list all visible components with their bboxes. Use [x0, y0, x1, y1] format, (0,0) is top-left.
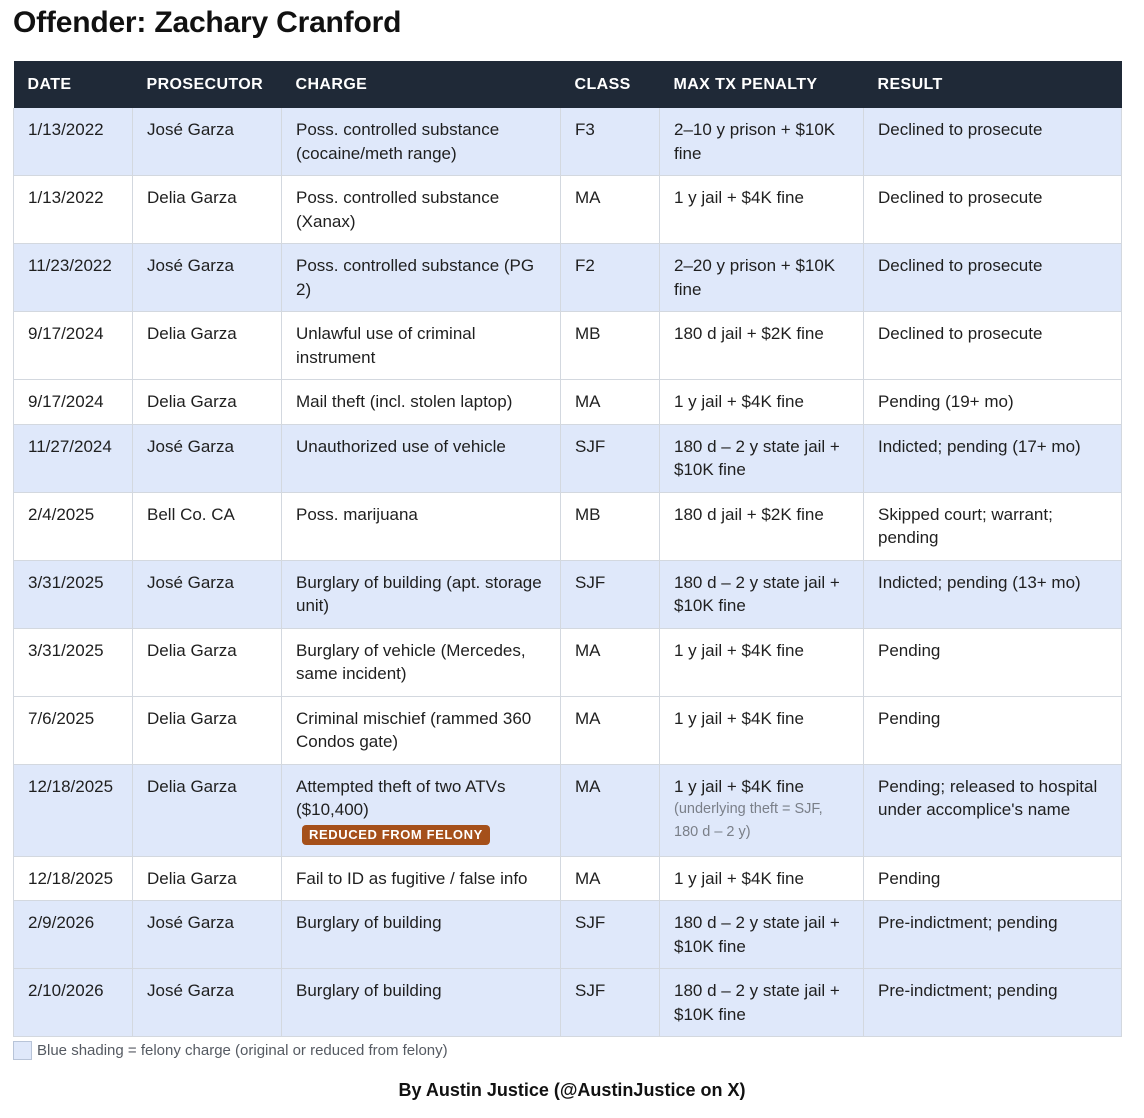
cell-class-text: F2: [575, 256, 595, 275]
cell-result: [864, 628, 1122, 696]
cell-result: [864, 312, 1122, 380]
cell-result-text: Declined to prosecute: [878, 256, 1043, 275]
cell-class-text: SJF: [575, 981, 606, 1000]
penalty-note: (underlying theft = SJF, 180 d – 2 y): [674, 801, 823, 840]
cell-prosecutor-text: Delia Garza: [147, 708, 237, 728]
cell-date: [14, 764, 133, 856]
cell-prosecutor: [133, 492, 282, 560]
cell-prosecutor-text: Delia Garza: [147, 776, 237, 796]
cell-prosecutor: [133, 424, 282, 492]
cell-penalty-text: 180 d – 2 y state jail + $10K fine: [674, 436, 840, 479]
cell-penalty: [660, 764, 864, 856]
cell-date: [14, 424, 133, 492]
cell-date: [14, 696, 133, 764]
cell-charge: [282, 901, 561, 969]
cell-prosecutor-text: Delia Garza: [147, 868, 237, 888]
cell-prosecutor: [133, 108, 282, 176]
cell-penalty-text: 180 d – 2 y state jail + $10K fine: [674, 913, 840, 956]
legend: [13, 1040, 448, 1060]
cell-penalty-text: 1 y jail + $4K fine: [674, 188, 804, 207]
cell-prosecutor: [133, 856, 282, 901]
cell-class-text: MA: [575, 708, 601, 728]
cell-prosecutor-text: Delia Garza: [147, 188, 237, 207]
cell-class: [561, 380, 660, 425]
cell-charge: [282, 492, 561, 560]
cell-penalty: [660, 696, 864, 764]
cell-result: [864, 424, 1122, 492]
cell-penalty: [660, 424, 864, 492]
cell-result: [864, 244, 1122, 312]
cell-class: [561, 901, 660, 969]
cell-charge: [282, 244, 561, 312]
cell-charge-text: Burglary of building: [296, 913, 442, 932]
cell-class: [561, 628, 660, 696]
cell-charge-text: Criminal mischief (rammed 360 Condos gate): [296, 708, 532, 751]
cell-class-text: MA: [575, 776, 601, 796]
table-row: [14, 108, 1122, 176]
cell-prosecutor-text: Delia Garza: [147, 324, 237, 343]
cell-penalty-text: 1 y jail + $4K fine: [674, 776, 804, 796]
cell-class-text: MA: [575, 188, 601, 207]
cell-date-text: 7/6/2025: [28, 708, 95, 728]
cell-class-text: SJF: [575, 913, 606, 932]
cell-charge-text: Poss. controlled substance (cocaine/meth range): [296, 120, 500, 163]
table-row: [14, 764, 1122, 856]
cell-prosecutor-text: José Garza: [147, 120, 234, 139]
table-row: [14, 856, 1122, 901]
cell-date: [14, 969, 133, 1037]
cell-date-text: 3/31/2025: [28, 640, 104, 660]
cell-prosecutor-text: José Garza: [147, 572, 234, 592]
cell-result: [864, 176, 1122, 244]
cell-date-text: 2/10/2026: [28, 981, 104, 1000]
table-row: [14, 244, 1122, 312]
cell-result-text: Indicted; pending (13+ mo): [878, 572, 1081, 592]
cell-date-text: 1/13/2022: [28, 188, 104, 207]
cell-penalty: [660, 176, 864, 244]
table-row: [14, 492, 1122, 560]
cell-date-text: 1/13/2022: [28, 120, 104, 139]
cell-prosecutor: [133, 244, 282, 312]
cell-class: [561, 560, 660, 628]
cell-class-text: MB: [575, 504, 601, 524]
cell-date-text: 12/18/2025: [28, 868, 114, 888]
cell-class: [561, 176, 660, 244]
cell-prosecutor: [133, 969, 282, 1037]
cell-charge: [282, 856, 561, 901]
cell-prosecutor: [133, 628, 282, 696]
cell-penalty-text: 2–20 y prison + $10K fine: [674, 256, 836, 299]
cell-class-text: SJF: [575, 436, 606, 456]
table-row: [14, 176, 1122, 244]
cell-charge-text: Fail to ID as fugitive / false info: [296, 868, 528, 888]
cell-date-text: 9/17/2024: [28, 392, 104, 411]
cell-charge-text: Burglary of vehicle (Mercedes, same incident): [296, 640, 526, 683]
cell-charge-text: Poss. controlled substance (Xanax): [296, 188, 500, 231]
cell-result: [864, 380, 1122, 425]
cell-class: [561, 424, 660, 492]
cell-date: [14, 380, 133, 425]
cell-charge: [282, 628, 561, 696]
cell-penalty-text: 180 d – 2 y state jail + $10K fine: [674, 981, 840, 1024]
cell-result-text: Pre-indictment; pending: [878, 913, 1058, 932]
cell-penalty-text: 2–10 y prison + $10K fine: [674, 120, 836, 163]
cell-class-text: MB: [575, 324, 601, 343]
column-header-class: CLASS: [561, 61, 660, 108]
cell-penalty: [660, 312, 864, 380]
cell-penalty: [660, 901, 864, 969]
cell-class-text: MA: [575, 868, 601, 888]
cell-charge: [282, 424, 561, 492]
cell-date-text: 12/18/2025: [28, 776, 114, 796]
cell-prosecutor: [133, 901, 282, 969]
cell-date: [14, 108, 133, 176]
cell-charge: [282, 560, 561, 628]
cell-date: [14, 492, 133, 560]
cell-charge-text: Poss. controlled substance (PG 2): [296, 256, 535, 299]
cell-class: [561, 312, 660, 380]
cell-charge-text: Attempted theft of two ATVs ($10,400): [296, 776, 506, 819]
column-header-result: RESULT: [864, 61, 1122, 108]
column-header-charge: CHARGE: [282, 61, 561, 108]
cell-class: [561, 492, 660, 560]
table-body: [14, 108, 1122, 1037]
cell-charge-text: Poss. marijuana: [296, 504, 418, 524]
cell-date-text: 11/27/2024: [28, 436, 112, 456]
cell-penalty: [660, 856, 864, 901]
cell-class: [561, 764, 660, 856]
cell-charge: [282, 176, 561, 244]
cell-date: [14, 901, 133, 969]
cell-prosecutor-text: José Garza: [147, 436, 234, 456]
cell-class: [561, 696, 660, 764]
cell-date: [14, 312, 133, 380]
column-header-penalty: MAX TX PENALTY: [660, 61, 864, 108]
cell-prosecutor: [133, 176, 282, 244]
cell-prosecutor-text: José Garza: [147, 913, 234, 932]
table-row: [14, 628, 1122, 696]
table-row: [14, 560, 1122, 628]
table-header-row: [14, 61, 1122, 108]
cell-result-text: Pending; released to hospital under accomplice's name: [878, 776, 1098, 819]
cell-date: [14, 856, 133, 901]
byline: By Austin Justice (@AustinJustice on X): [398, 1080, 746, 1100]
cell-result-text: Pre-indictment; pending: [878, 981, 1058, 1000]
table-row: [14, 380, 1122, 425]
column-header-prosecutor: PROSECUTOR: [133, 61, 282, 108]
cell-result-text: Skipped court; warrant; pending: [878, 504, 1053, 547]
cell-penalty: [660, 492, 864, 560]
cell-charge: [282, 312, 561, 380]
cell-penalty-text: 180 d jail + $2K fine: [674, 504, 824, 524]
cell-penalty: [660, 380, 864, 425]
cell-class-text: MA: [575, 640, 601, 660]
cell-class-text: MA: [575, 392, 601, 411]
cell-charge: [282, 380, 561, 425]
cell-penalty-text: 1 y jail + $4K fine: [674, 708, 804, 728]
cell-result: [864, 696, 1122, 764]
cell-date-text: 3/31/2025: [28, 572, 104, 592]
cell-prosecutor: [133, 312, 282, 380]
legend-swatch: [13, 1041, 32, 1060]
cell-result: [864, 764, 1122, 856]
cell-result-text: Pending (19+ mo): [878, 392, 1014, 411]
table-row: [14, 969, 1122, 1037]
cell-charge-text: Burglary of building: [296, 981, 442, 1000]
page-title: Offender: Zachary Cranford: [13, 6, 402, 39]
cell-result: [864, 901, 1122, 969]
cell-penalty: [660, 969, 864, 1037]
cell-class: [561, 856, 660, 901]
cell-prosecutor: [133, 696, 282, 764]
cell-date: [14, 560, 133, 628]
cell-date: [14, 244, 133, 312]
cell-prosecutor-text: José Garza: [147, 981, 234, 1000]
cell-charge: [282, 969, 561, 1037]
cell-result-text: Indicted; pending (17+ mo): [878, 436, 1081, 456]
cell-charge: [282, 696, 561, 764]
cell-charge-text: Unauthorized use of vehicle: [296, 436, 506, 456]
cell-date-text: 2/4/2025: [28, 504, 95, 524]
table-row: [14, 901, 1122, 969]
cell-penalty-text: 180 d – 2 y state jail + $10K fine: [674, 572, 840, 615]
cell-date-text: 11/23/2022: [28, 256, 112, 275]
cell-result: [864, 560, 1122, 628]
cell-class: [561, 244, 660, 312]
cell-result-text: Declined to prosecute: [878, 324, 1043, 343]
cell-date: [14, 628, 133, 696]
cell-charge: [282, 764, 561, 856]
cell-date-text: 2/9/2026: [28, 913, 95, 932]
offense-table: [13, 61, 1122, 1037]
cell-date: [14, 176, 133, 244]
cell-penalty: [660, 108, 864, 176]
cell-prosecutor: [133, 560, 282, 628]
cell-prosecutor-text: Delia Garza: [147, 392, 237, 411]
table-row: [14, 424, 1122, 492]
cell-result: [864, 108, 1122, 176]
cell-class-text: F3: [575, 120, 595, 139]
cell-penalty: [660, 560, 864, 628]
cell-prosecutor-text: Bell Co. CA: [147, 504, 235, 524]
table-row: [14, 312, 1122, 380]
cell-date-text: 9/17/2024: [28, 324, 104, 343]
cell-penalty-text: 1 y jail + $4K fine: [674, 640, 804, 660]
cell-result-text: Pending: [878, 868, 941, 888]
cell-result-text: Declined to prosecute: [878, 188, 1043, 207]
table-row: [14, 696, 1122, 764]
cell-prosecutor-text: José Garza: [147, 256, 234, 275]
column-header-date: DATE: [14, 61, 133, 108]
cell-prosecutor: [133, 764, 282, 856]
cell-result-text: Pending: [878, 640, 941, 660]
cell-penalty: [660, 244, 864, 312]
cell-result: [864, 856, 1122, 901]
cell-prosecutor-text: Delia Garza: [147, 640, 237, 660]
cell-result: [864, 492, 1122, 560]
cell-result-text: Pending: [878, 708, 941, 728]
cell-charge: [282, 108, 561, 176]
cell-penalty: [660, 628, 864, 696]
cell-charge-text: Mail theft (incl. stolen laptop): [296, 392, 513, 411]
reduced-from-felony-badge: REDUCED FROM FELONY: [302, 825, 490, 845]
cell-class: [561, 969, 660, 1037]
cell-class: [561, 108, 660, 176]
cell-charge-text: Unlawful use of criminal instrument: [296, 324, 476, 367]
cell-class-text: SJF: [575, 572, 606, 592]
cell-charge-text: Burglary of building (apt. storage unit): [296, 572, 542, 615]
cell-penalty-text: 1 y jail + $4K fine: [674, 868, 804, 888]
legend-text: Blue shading = felony charge (original or reduced from felony): [37, 1041, 448, 1059]
cell-result: [864, 969, 1122, 1037]
cell-prosecutor: [133, 380, 282, 425]
cell-penalty-text: 180 d jail + $2K fine: [674, 324, 824, 343]
cell-penalty-text: 1 y jail + $4K fine: [674, 392, 804, 411]
cell-result-text: Declined to prosecute: [878, 120, 1043, 139]
